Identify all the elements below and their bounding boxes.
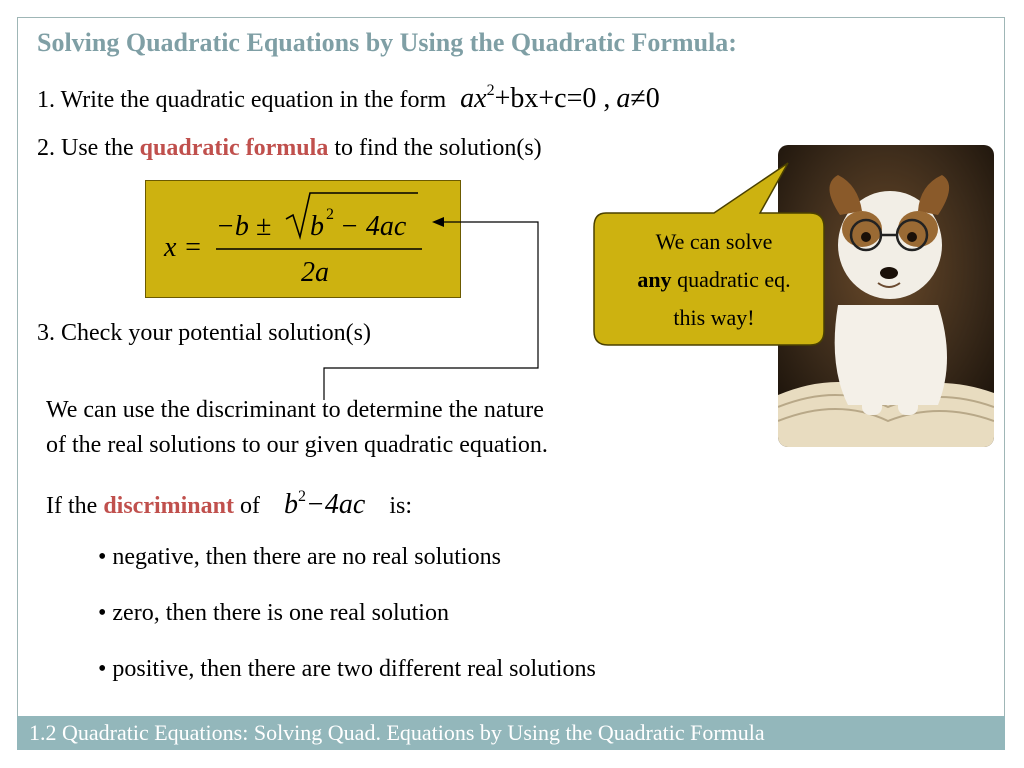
bullet-negative: • negative, then there are no real solutions: [98, 544, 501, 570]
quadratic-formula-box: [145, 180, 461, 298]
discriminant-condition: If the discriminant of $b^2-4ac$ is:: [46, 488, 413, 520]
discriminant-intro-line-1: We can use the discriminant to determine the nature: [46, 397, 544, 423]
slide-title: Solving Quadratic Equations by Using the Quadratic Formula:: [37, 28, 737, 57]
quadratic-formula: [146, 181, 462, 299]
bubble-line-3: this way!: [673, 305, 755, 330]
formula-numerator-start: −b ±: [216, 211, 272, 242]
step-2-prefix: 2. Use the: [37, 135, 134, 161]
bullet-positive: • positive, then there are two different real solutions: [98, 656, 596, 682]
step-3: 3. Check your potential solution(s): [37, 320, 371, 346]
slide-footer: 1.2 Quadratic Equations: Solving Quad. Equations by Using the Quadratic Formula: [17, 716, 1005, 750]
step-2: [37, 135, 542, 162]
step-1-text: 1. Write the quadratic equation in the form: [37, 87, 447, 113]
step-1: [37, 82, 660, 115]
quadratic-formula-highlight: quadratic formula: [139, 135, 329, 161]
bubble-line-2: any quadratic eq.: [637, 267, 791, 292]
formula-lhs: x =: [164, 232, 203, 263]
bubble-line-1: We can solve: [655, 229, 773, 254]
separator: ,: [596, 83, 611, 114]
discriminant-intro-line-2: of the real solutions to our given quadratic equation.: [46, 432, 548, 458]
step-2-suffix: to find the solution(s): [334, 135, 542, 161]
discriminant-expression: $b^2-4ac$: [284, 488, 366, 520]
speech-bubble-text: [600, 223, 828, 337]
condition: a≠0: [616, 83, 660, 114]
discriminant-highlight: discriminant: [103, 493, 234, 519]
formula-radicand-rest: − 4ac: [340, 211, 407, 242]
bullet-zero: • zero, then there is one real solution: [98, 600, 449, 626]
formula-denominator: 2a: [301, 257, 329, 288]
formula-radicand-exp: 2: [326, 206, 334, 223]
formula-radicand-b: b: [310, 211, 324, 242]
standard-form-equation: $ax^2+bx+c=0$: [460, 82, 597, 114]
